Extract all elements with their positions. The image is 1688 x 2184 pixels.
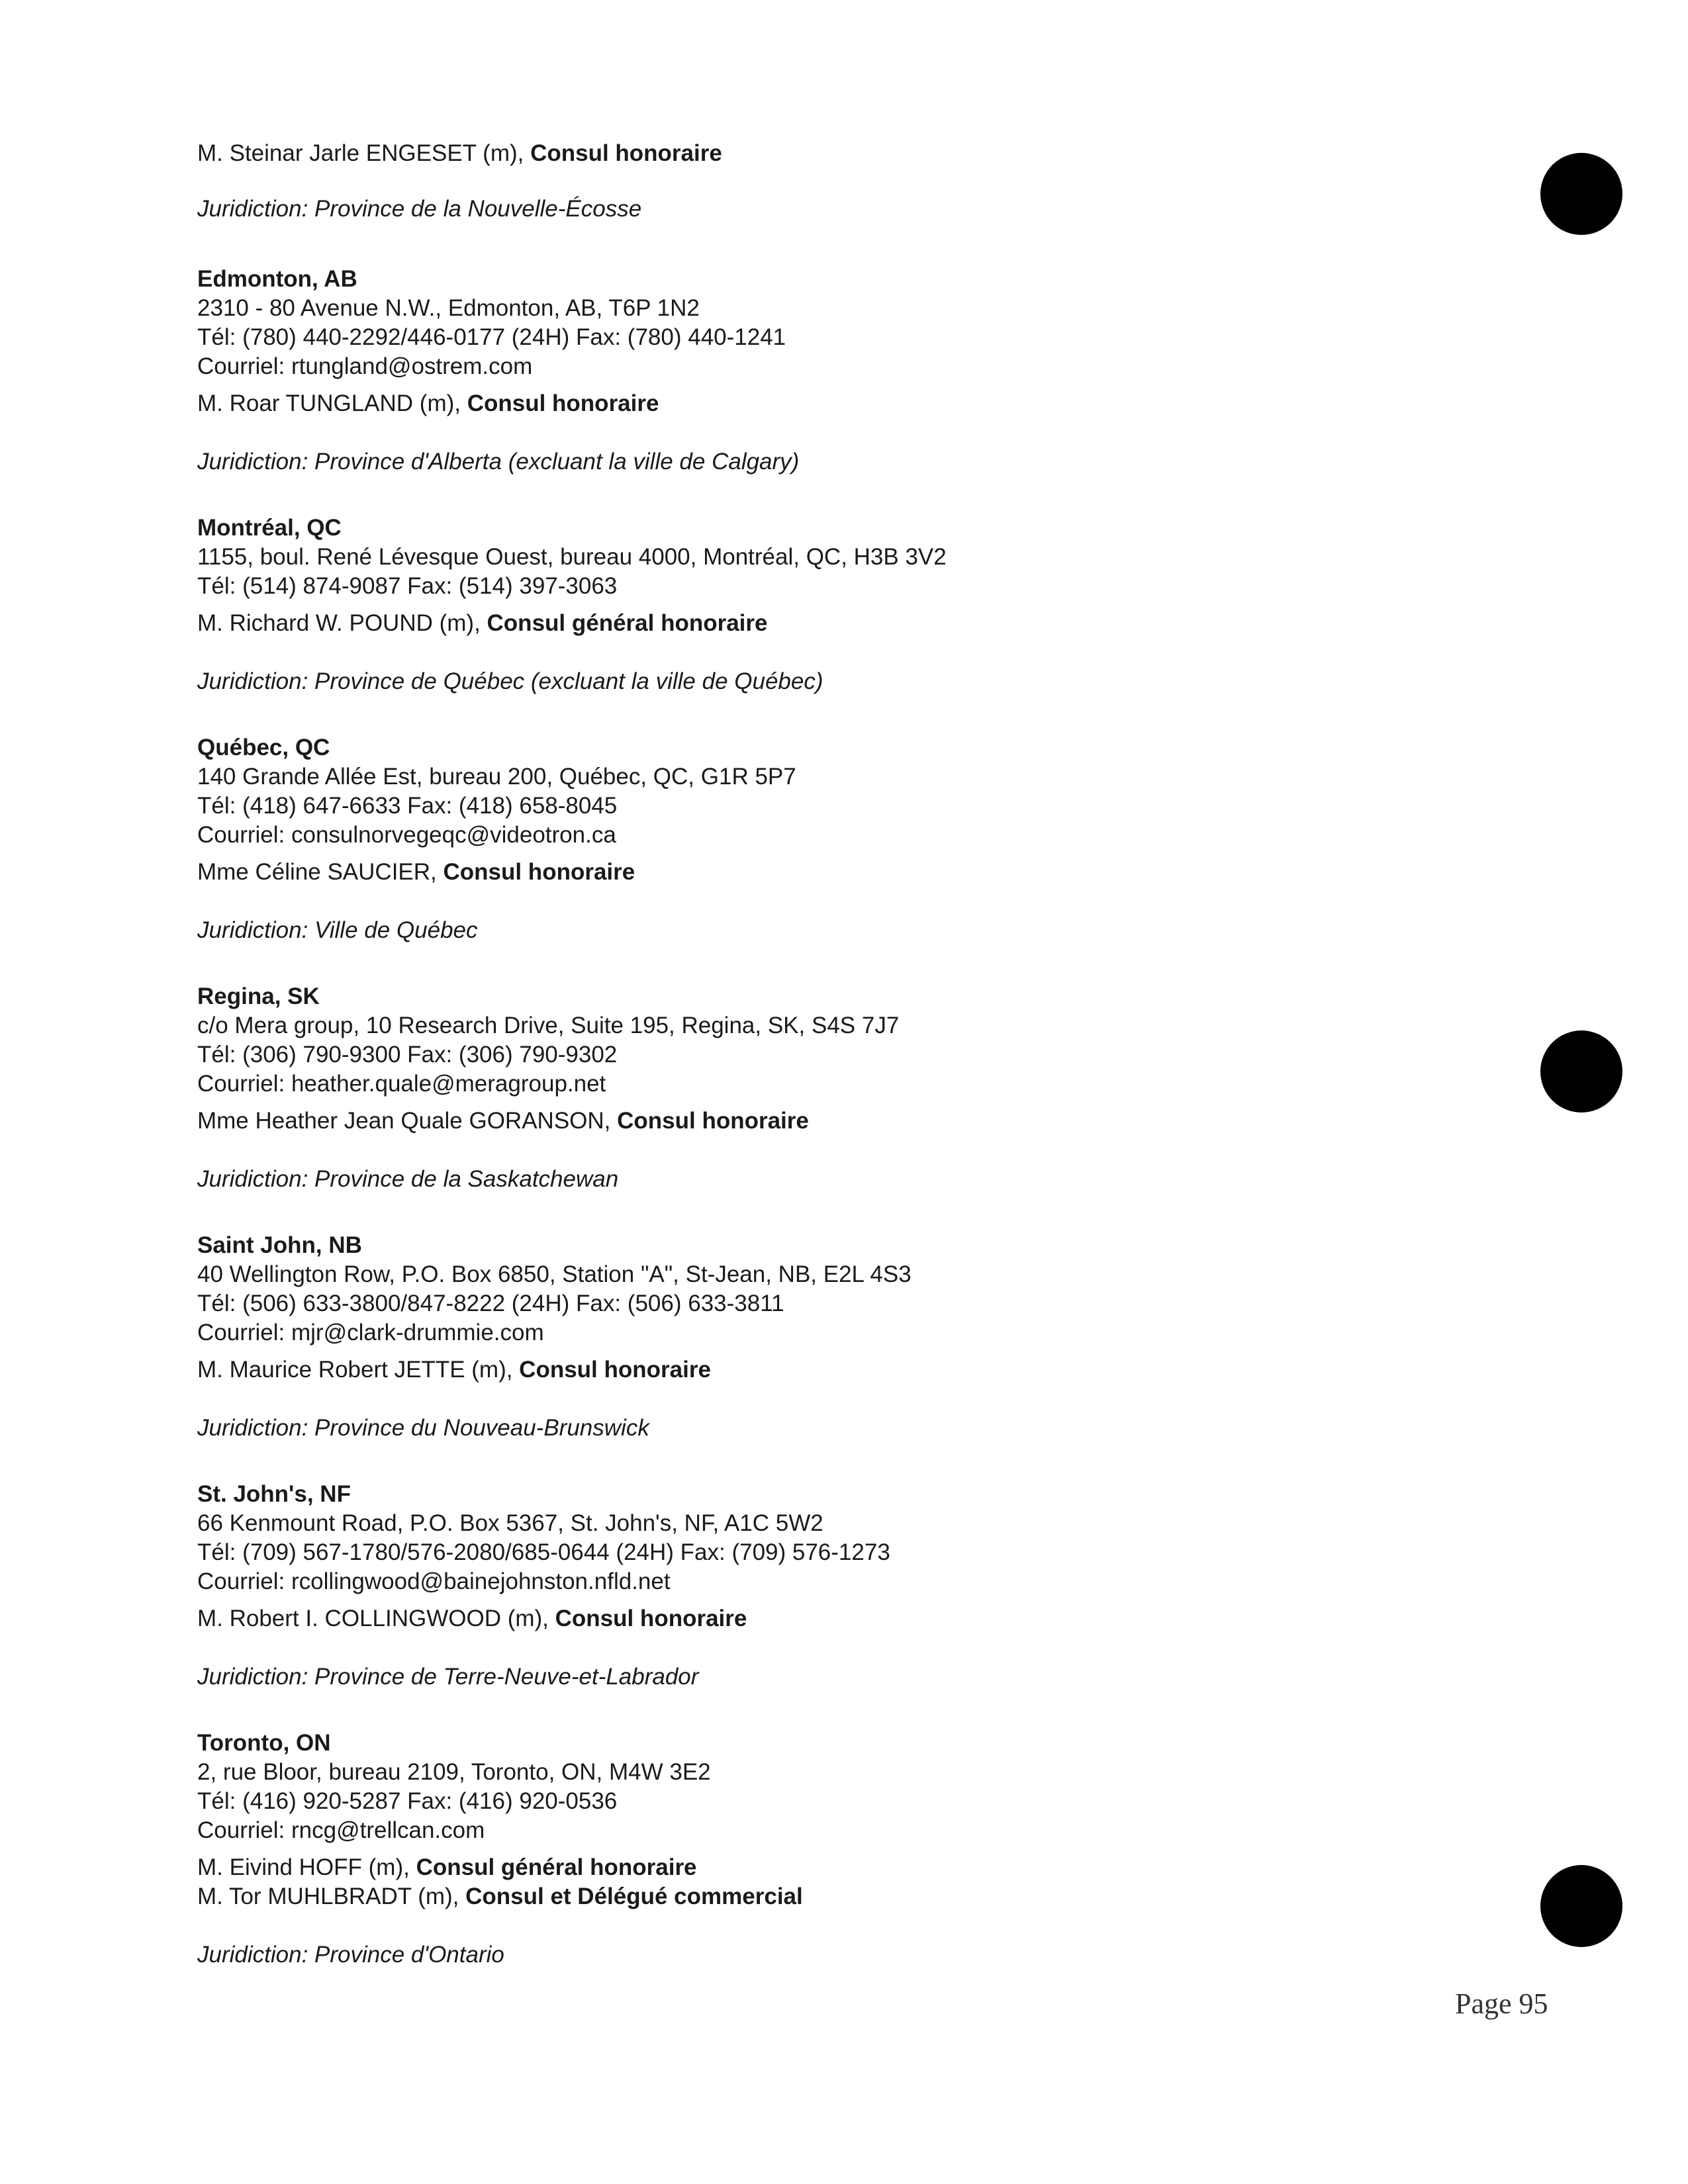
office-email: Courriel: rtungland@ostrem.com <box>197 353 533 379</box>
office-email: Courriel: heather.quale@meragroup.net <box>197 1071 606 1097</box>
office-persons <box>197 1604 1455 1633</box>
person-title: Consul honoraire <box>555 1606 747 1631</box>
office-city: Regina, SK <box>197 983 320 1009</box>
punch-hole-top <box>1540 153 1622 235</box>
office-jurisdiction <box>197 667 1455 696</box>
office-address: c/o Mera group, 10 Research Drive, Suite 195, Regina, SK, S4S 7J7 <box>197 1013 900 1038</box>
office-person <box>197 1355 1455 1385</box>
jurisdiction-label: Juridiction: <box>197 1664 315 1690</box>
office-email: Courriel: consulnorvegeqc@videotron.ca <box>197 822 616 848</box>
jurisdiction-label: Juridiction: <box>197 1166 315 1192</box>
person-name: M. Richard W. POUND (m), <box>197 610 487 636</box>
office-jurisdiction <box>197 1940 1455 1970</box>
jurisdiction-value: Province du Nouveau-Brunswick <box>314 1415 649 1441</box>
office-phone: Tél: (416) 920-5287 Fax: (416) 920-0536 <box>197 1788 618 1814</box>
person-name: M. Tor MUHLBRADT (m), <box>197 1884 466 1909</box>
office-jurisdiction <box>197 1414 1455 1443</box>
office-phone: Tél: (709) 567-1780/576-2080/685-0644 (24H) Fax: (709) 576-1273 <box>197 1539 890 1565</box>
office-person <box>197 609 1455 638</box>
office-email: Courriel: mjr@clark-drummie.com <box>197 1320 544 1345</box>
office-persons <box>197 1107 1455 1136</box>
office-person <box>197 858 1455 887</box>
intro-jurisdiction <box>197 195 1455 224</box>
office-person <box>197 1107 1455 1136</box>
office-person <box>197 1604 1455 1633</box>
jurisdiction-label: Juridiction: <box>197 1415 315 1441</box>
office-phone: Tél: (780) 440-2292/446-0177 (24H) Fax: (780) 440-1241 <box>197 324 786 350</box>
jurisdiction-label: Juridiction: <box>197 668 315 694</box>
office-address: 1155, boul. René Lévesque Ouest, bureau 4000, Montréal, QC, H3B 3V2 <box>197 544 947 570</box>
person-name: Mme Heather Jean Quale GORANSON, <box>197 1108 618 1134</box>
office-persons <box>197 1853 1455 1911</box>
office-persons <box>197 858 1455 887</box>
office-city: Montréal, QC <box>197 515 342 541</box>
person-name: M. Steinar Jarle ENGESET (m), <box>197 140 531 166</box>
jurisdiction-label: Juridiction: <box>197 449 315 475</box>
office-address: 40 Wellington Row, P.O. Box 6850, Station "A", St-Jean, NB, E2L 4S3 <box>197 1261 912 1287</box>
person-title: Consul et Délégué commercial <box>465 1884 803 1909</box>
office-phone: Tél: (506) 633-3800/847-8222 (24H) Fax: (506) 633-3811 <box>197 1291 784 1316</box>
office-saint-john <box>197 1231 1455 1443</box>
office-address: 2310 - 80 Avenue N.W., Edmonton, AB, T6P 1N2 <box>197 295 700 321</box>
office-jurisdiction <box>197 1662 1455 1692</box>
office-city: Edmonton, AB <box>197 266 357 292</box>
jurisdiction-label: Juridiction: <box>197 917 315 943</box>
office-city: Saint John, NB <box>197 1232 362 1258</box>
jurisdiction-value: Province d'Alberta (excluant la ville de Calgary) <box>314 449 800 475</box>
office-jurisdiction <box>197 916 1455 945</box>
office-st-johns <box>197 1480 1455 1692</box>
office-phone: Tél: (418) 647-6633 Fax: (418) 658-8045 <box>197 793 618 819</box>
office-address: 2, rue Bloor, bureau 2109, Toronto, ON, M4W 3E2 <box>197 1759 711 1785</box>
office-persons <box>197 1355 1455 1385</box>
office-person <box>197 1853 1455 1882</box>
office-toronto <box>197 1729 1455 1970</box>
jurisdiction-value: Province de Terre-Neuve-et-Labrador <box>314 1664 699 1690</box>
jurisdiction-label: Juridiction: <box>197 196 315 222</box>
jurisdiction-value: Province de Québec (excluant la ville de Québec) <box>314 668 823 694</box>
office-persons <box>197 389 1455 418</box>
jurisdiction-value: Ville de Québec <box>314 917 478 943</box>
office-edmonton <box>197 265 1455 477</box>
person-title: Consul honoraire <box>443 859 635 885</box>
person-title: Consul honoraire <box>617 1108 809 1134</box>
office-city: Toronto, ON <box>197 1730 331 1756</box>
office-montreal <box>197 514 1455 696</box>
jurisdiction-value: Province d'Ontario <box>314 1942 504 1968</box>
office-email: Courriel: rcollingwood@bainejohnston.nfld.net <box>197 1569 671 1594</box>
office-city: Québec, QC <box>197 735 330 760</box>
office-address: 140 Grande Allée Est, bureau 200, Québec, QC, G1R 5P7 <box>197 764 796 790</box>
jurisdiction-value: Province de la Saskatchewan <box>314 1166 619 1192</box>
person-title: Consul honoraire <box>467 390 659 416</box>
office-jurisdiction <box>197 447 1455 477</box>
office-quebec <box>197 733 1455 945</box>
consulate-listing <box>197 139 1455 2007</box>
person-name: M. Eivind HOFF (m), <box>197 1854 416 1880</box>
jurisdiction-value: Province de la Nouvelle-Écosse <box>314 196 642 222</box>
person-name: M. Maurice Robert JETTE (m), <box>197 1357 520 1383</box>
punch-hole-bottom <box>1540 1865 1622 1947</box>
office-person <box>197 1882 1455 1911</box>
punch-hole-middle <box>1540 1030 1622 1113</box>
office-address: 66 Kenmount Road, P.O. Box 5367, St. John's, NF, A1C 5W2 <box>197 1510 823 1536</box>
intro-person <box>197 139 1455 168</box>
office-city: St. John's, NF <box>197 1481 351 1507</box>
person-title: Consul honoraire <box>519 1357 711 1383</box>
person-title: Consul général honoraire <box>416 1854 697 1880</box>
person-name: Mme Céline SAUCIER, <box>197 859 444 885</box>
office-regina <box>197 982 1455 1194</box>
office-persons <box>197 609 1455 638</box>
office-person <box>197 389 1455 418</box>
person-name: M. Roar TUNGLAND (m), <box>197 390 467 416</box>
jurisdiction-label: Juridiction: <box>197 1942 315 1968</box>
person-title: Consul général honoraire <box>487 610 768 636</box>
office-email: Courriel: rncg@trellcan.com <box>197 1817 485 1843</box>
person-title: Consul honoraire <box>530 140 722 166</box>
office-jurisdiction <box>197 1165 1455 1194</box>
office-phone: Tél: (306) 790-9300 Fax: (306) 790-9302 <box>197 1042 618 1068</box>
person-name: M. Robert I. COLLINGWOOD (m), <box>197 1606 555 1631</box>
office-phone: Tél: (514) 874-9087 Fax: (514) 397-3063 <box>197 573 618 599</box>
page-number: Page 95 <box>1455 1987 1548 2020</box>
